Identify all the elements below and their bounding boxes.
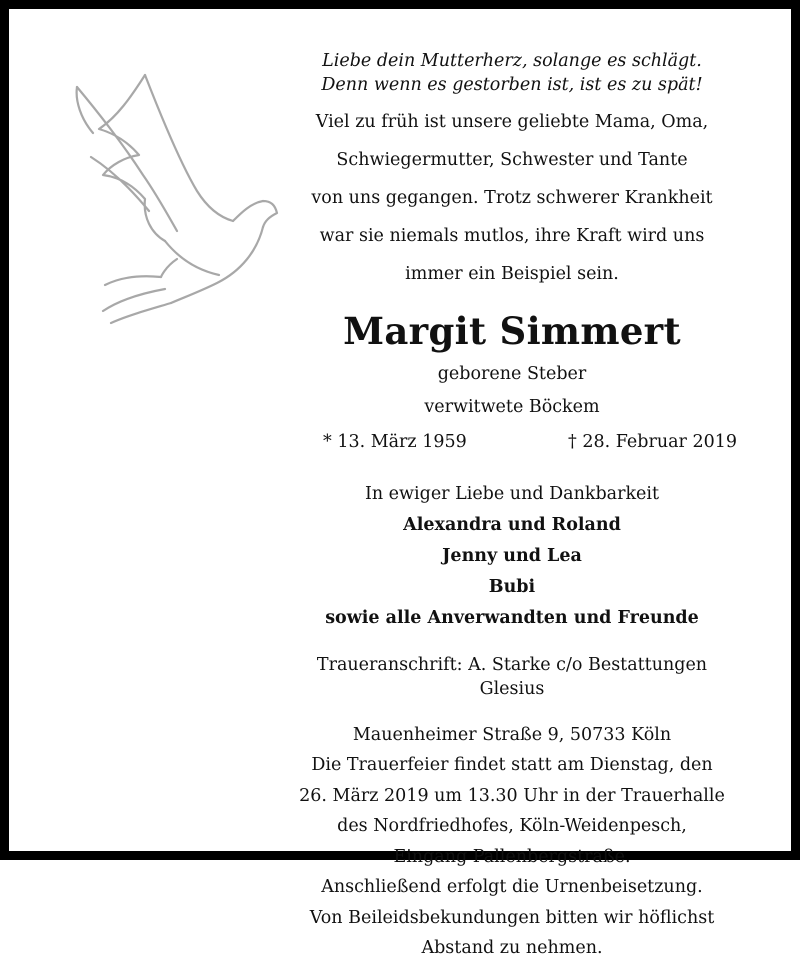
address-line-2: Mauenheimer Straße 9, 50733 Köln [352, 725, 672, 745]
dove-icon [69, 71, 284, 331]
ceremony-line-3: des Nordfriedhofes, Köln-Weidenpesch, [337, 816, 687, 836]
signers-list [287, 513, 737, 631]
maiden-name: geborene Steber [437, 364, 587, 384]
ceremony-info [287, 753, 737, 961]
signer-4: sowie alle Anverwandten und Freunde [325, 608, 699, 628]
signer-1: Alexandra und Roland [403, 515, 621, 535]
ceremony-line-4: Eingang Pallenbergstraße. [393, 846, 631, 867]
signer-3: Bubi [488, 577, 536, 597]
death-date: † 28. Februar 2019 [568, 432, 737, 452]
intro-line-3: von uns gegangen. Trotz schwerer Krankheit [311, 188, 713, 208]
widowed-name: verwitwete Böckem [424, 397, 600, 417]
address-line-1: Traueranschrift: A. Starke c/o Bestattungen Glesius [316, 655, 708, 699]
ceremony-line-1: Die Trauerfeier findet statt am Dienstag, den [311, 755, 713, 775]
deceased-name: Margit Simmert [343, 309, 681, 353]
signer-2: Jenny und Lea [442, 546, 582, 566]
ceremony-line-6: Von Beileidsbekundungen bitten wir höflichst [309, 907, 715, 928]
intro-line-4: war sie niemals mutlos, ihre Kraft wird uns [319, 226, 705, 246]
intro-line-2: Schwiegermutter, Schwester und Tante [336, 150, 688, 170]
life-dates [287, 429, 737, 455]
ceremony-line-2: 26. März 2019 um 13.30 Uhr in der Trauerhalle [299, 785, 725, 806]
ceremony-line-7: Abstand zu nehmen. [421, 938, 603, 958]
motto-line-2: Denn wenn es gestorben ist, ist es zu spät! [321, 75, 703, 95]
ceremony-line-5: Anschließend erfolgt die Urnenbeisetzung. [321, 877, 703, 897]
intro-line-5: immer ein Beispiel sein. [405, 264, 619, 284]
intro-paragraph [287, 109, 737, 287]
motto-line-1: Liebe dein Mutterherz, solange es schlägt. [322, 51, 702, 71]
intro-line-1: Viel zu früh ist unsere geliebte Mama, Oma, [315, 112, 709, 132]
mourning-address [287, 653, 737, 747]
thanks-line: In ewiger Liebe und Dankbarkeit [364, 484, 660, 504]
birth-date: * 13. März 1959 [323, 432, 467, 452]
obituary-text [287, 49, 737, 961]
